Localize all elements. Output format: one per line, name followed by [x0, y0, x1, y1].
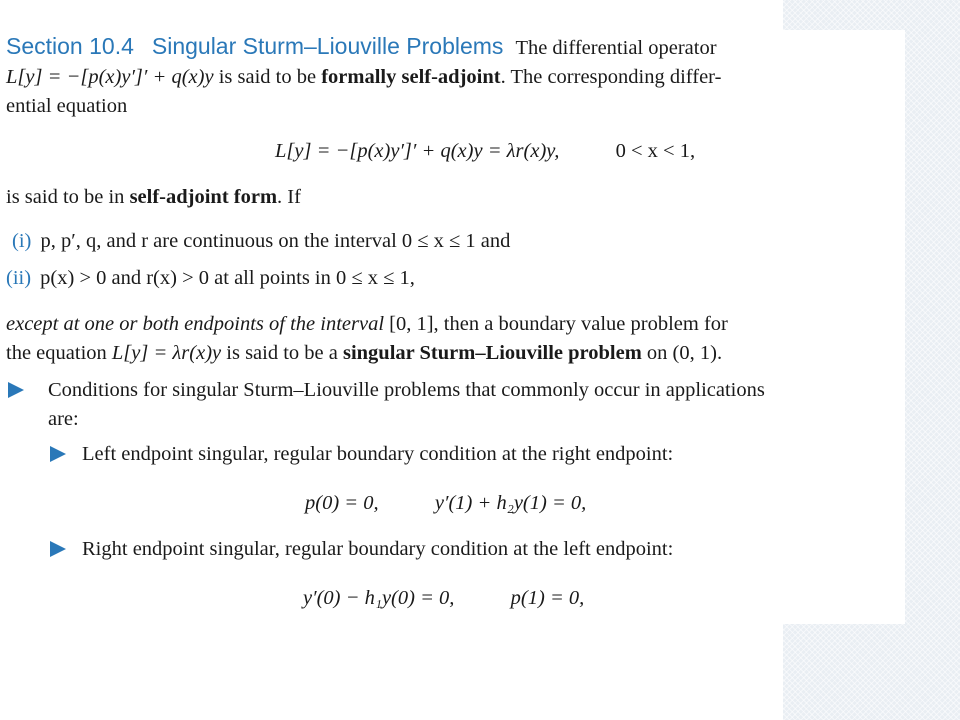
except-italic: except at one or both endpoints of the interval [6, 313, 385, 335]
left-endpoint-case: Left endpoint singular, regular boundary condition at the right endpoint: [82, 443, 674, 465]
operator-formula: L[y] = −[p(x)y′]′ + q(x)y [6, 66, 214, 88]
condition-i-label: (i) [12, 230, 32, 252]
section-number: Section 10.4 [6, 33, 134, 59]
bullet-conditions-line-2: are: [48, 408, 79, 430]
condition-ii [6, 264, 415, 293]
condition-i [12, 227, 510, 256]
condition-i-text: p, p′, q, and r are continuous on the interval 0 ≤ x ≤ 1 and [40, 230, 511, 252]
bullet-conditions-line-1: Conditions for singular Sturm–Liouville problems that commonly occur in applications [48, 379, 765, 401]
bullet-conditions [48, 376, 878, 434]
condition-ii-text: p(x) > 0 and r(x) > 0 at all points in 0 ≤ x ≤ 1, [40, 267, 415, 289]
main-equation-lhs: L[y] = −[p(x)y′]′ + q(x)y = λr(x)y, [275, 140, 560, 162]
intro-text-3: . The corresponding differ- [500, 66, 722, 88]
self-adjoint-text-1: is said to be in [6, 186, 130, 208]
right-endpoint-case: Right endpoint singular, regular boundary condition at the left endpoint: [82, 538, 674, 560]
section-title: Singular Sturm–Liouville Problems [151, 33, 504, 59]
left-boundary-equation [305, 489, 586, 518]
sub-bullet-arrow-icon [50, 440, 66, 469]
main-equation-domain: 0 < x < 1, [615, 140, 696, 162]
right-eq-2: p(1) = 0, [510, 587, 585, 609]
self-adjoint-line [6, 183, 301, 212]
term-singular-sl-problem: singular Sturm–Liouville problem [342, 342, 642, 364]
intro-paragraph [6, 32, 876, 121]
except-paragraph [6, 310, 876, 368]
right-boundary-equation [303, 584, 584, 613]
condition-ii-label: (ii) [6, 267, 32, 289]
bullet-arrow-icon [8, 376, 24, 405]
self-adjoint-text-2: . If [277, 186, 301, 208]
except-text-2: the equation [6, 342, 112, 364]
right-eq-1: y′(0) − h₁y(0) = 0, [303, 587, 455, 609]
except-equation: L[y] = λr(x)y [111, 342, 222, 364]
intro-text-2: is said to be [213, 66, 322, 88]
left-eq-1: p(0) = 0, [305, 492, 379, 514]
main-equation [275, 137, 695, 166]
intro-text-1: The differential operator [515, 37, 717, 59]
except-text-3: is said to be a [221, 342, 343, 364]
intro-text-4: ential equation [6, 95, 128, 117]
section-heading [6, 33, 503, 59]
sub-bullet-arrow-icon [50, 535, 66, 564]
left-eq-2: y′(1) + h₂y(1) = 0, [434, 492, 587, 514]
except-text-1: [0, 1], then a boundary value problem for [384, 313, 728, 335]
term-self-adjoint-form: self-adjoint form [129, 186, 278, 208]
term-formally-self-adjoint: formally self-adjoint [321, 66, 501, 88]
except-text-4: on (0, 1). [641, 342, 723, 364]
